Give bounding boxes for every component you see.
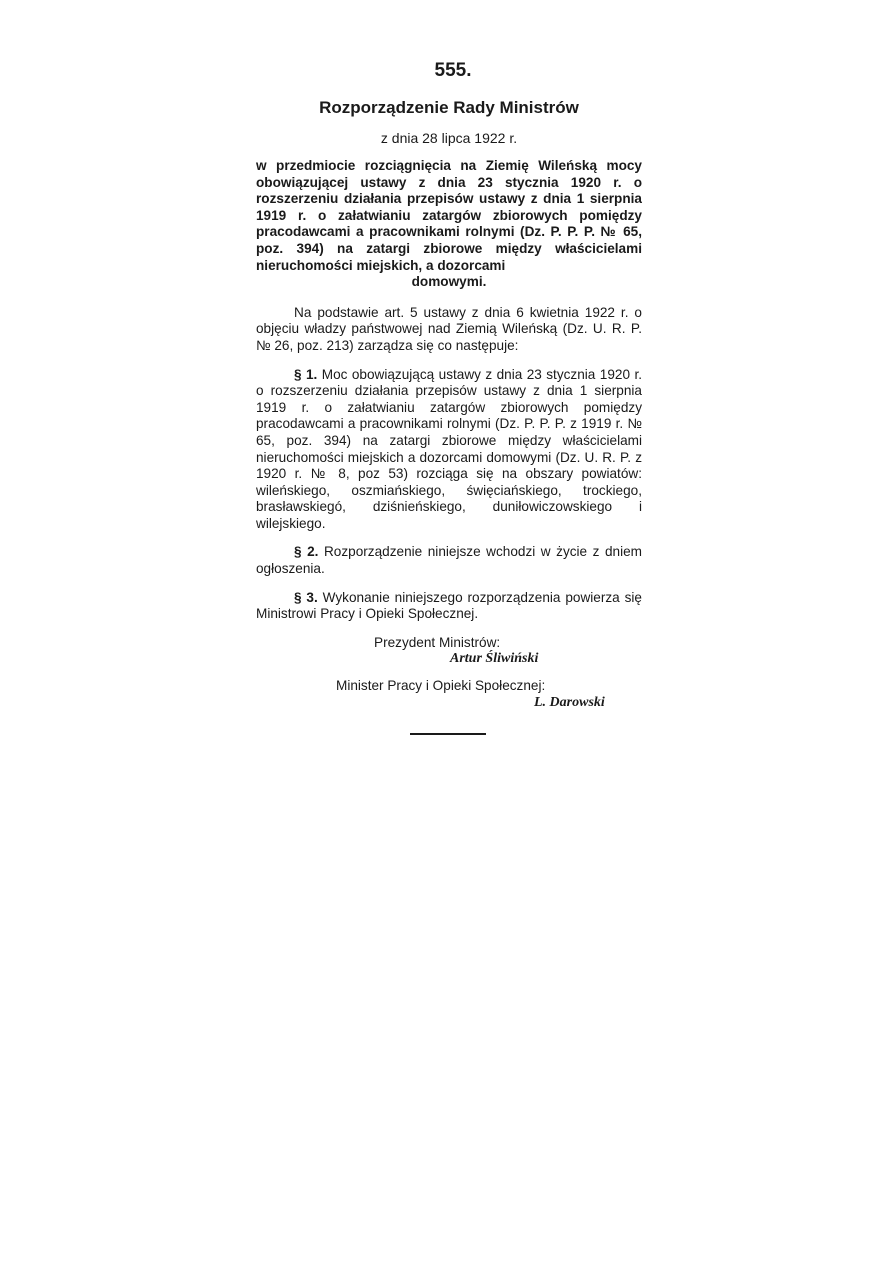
signature-2-role: Minister Pracy i Opieki Społecznej: xyxy=(336,678,546,694)
preamble-paragraph: Na podstawie art. 5 ustawy z dnia 6 kwietnia 1922 r. o objęciu władzy państwowej nad Ziemią Wileńską (Dz. U. R. P. № 26, poz. 213) zarządza się co następuje: xyxy=(256,304,642,353)
end-divider xyxy=(410,733,486,735)
signature-2-name: L. Darowski xyxy=(534,694,605,710)
signature-block xyxy=(256,635,642,711)
section-1-mark: § 1. xyxy=(294,366,318,382)
section-1-text: Moc obowiązującą ustawy z dnia 23 stycznia 1920 r. o rozszerzeniu działania przepisów ustawy z dnia 1 sierpnia 1919 r. o załatwianiu zatargów zbiorowych pomiędzy pracodawcami a pracownikami rolnymi (Dz. P. P. P. z 1919 r. № 65, poz. 394) na zatargi zbiorowe między właścicielami nieruchomości miejskich a dozorcami domowymi (Dz. U. R. P. z 1920 r. № 8, poz 53) rozciąga się na obszary powiatów: wileńskiego, oszmiańskiego, święciańskiego, trockiego, brasławskiegó, dziśnieńskiego, duniłowiczowskiego i wilejskiego. xyxy=(256,366,642,531)
section-2-mark: § 2. xyxy=(294,544,319,560)
signature-1-name: Artur Śliwiński xyxy=(450,651,539,667)
section-3-text: Wykonanie niniejszego rozporządzenia powierza się Ministrowi Pracy i Opieki Społecznej. xyxy=(256,589,642,622)
section-2 xyxy=(256,544,642,577)
document-column xyxy=(256,60,642,735)
regulation-subject-end: domowymi. xyxy=(411,274,487,290)
regulation-title: Rozporządzenie Rady Ministrów xyxy=(319,98,579,117)
regulation-subject: w przedmiocie rozciągnięcia na Ziemię Wileńską mocy obowiązującej ustawy z dnia 23 stycznia 1920 r. o rozszerzeniu działania przepisów ustawy z dnia 1 sierpnia 1919 r. o załatwianiu zatargów zbiorowych pomiędzy pracodawcami a pracownikami rolnymi (Dz. P. P. P. № 65, poz. 394) na zatargi zbiorowe między właścicielami nieruchomości miejskich, a dozorcami xyxy=(256,158,642,273)
section-3 xyxy=(256,590,642,623)
page-number: 555. xyxy=(434,60,472,81)
section-3-mark: § 3. xyxy=(294,589,318,605)
section-1 xyxy=(256,367,642,533)
regulation-date: z dnia 28 lipca 1922 r. xyxy=(380,130,518,146)
signature-1-role: Prezydent Ministrów: xyxy=(374,634,501,650)
section-2-text: Rozporządzenie niniejsze wchodzi w życie z dniem ogłoszenia. xyxy=(256,544,642,577)
